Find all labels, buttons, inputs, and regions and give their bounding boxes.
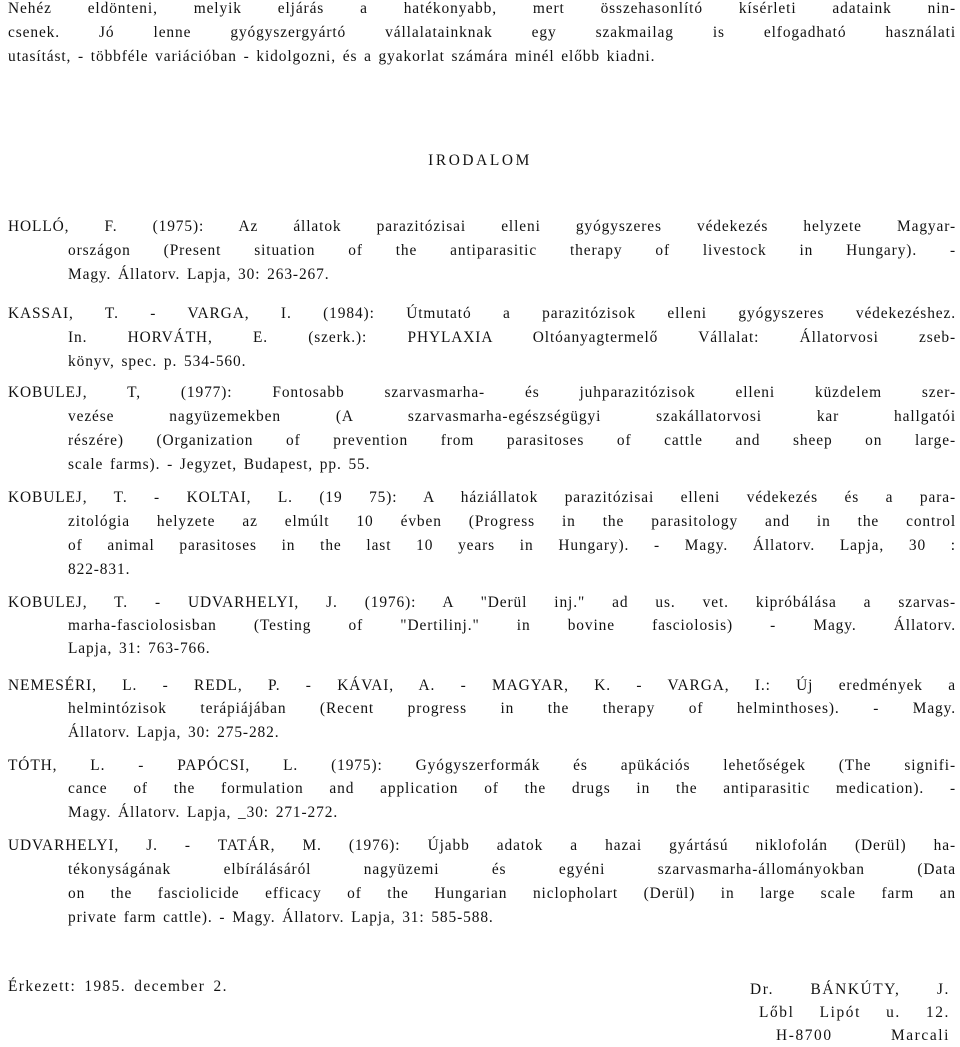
reference-line: Magy. Állatorv. Lapja, 30: 263-267.	[68, 266, 330, 283]
reference-line: of animal parasitoses in the last 10 years in Hungary). - Magy. Állatorv. Lapja, 30 :	[68, 537, 956, 554]
section-title: IRODALOM	[428, 152, 532, 169]
reference-line: TÓTH, L. - PAPÓCSI, L. (1975): Gyógyszerformák és apükációs lehetőségek (The signifi-	[8, 757, 956, 774]
reference-line: 822-831.	[68, 561, 131, 578]
reference-line: KOBULEJ, T. - UDVARHELYI, J. (1976): A "Derül inj." ad us. vet. kipróbálása a szarvas-	[8, 594, 956, 611]
reference-line: részére) (Organization of prevention from parasitoses of cattle and sheep on large-	[68, 432, 956, 449]
intro-line-1: Nehéz eldönteni, melyik eljárás a hatékonyabb, mert összehasonlító kísérleti adataink nin-	[8, 0, 956, 17]
author-city: H-8700 Marcali	[776, 1027, 950, 1044]
reference-line: marha-fasciolosisban (Testing of "Dertilinj." in bovine fasciolosis) - Magy. Állatorv.	[68, 617, 956, 634]
reference-line: országon (Present situation of the antiparasitic therapy of livestock in Hungary). -	[68, 242, 956, 259]
reference-line: on the fasciolicide efficacy of the Hungarian niclopholart (Derül) in large scale farm an	[68, 885, 956, 902]
reference-line: tékonyságának elbírálásáról nagyüzemi és egyéni szarvasmarha-állományokban (Data	[68, 861, 956, 878]
reference-line: KASSAI, T. - VARGA, I. (1984): Útmutató a parazitózisok elleni gyógyszeres védekezéshez.	[8, 305, 956, 322]
received-date: Érkezett: 1985. december 2.	[8, 978, 228, 995]
intro-line-2: csenek. Jó lenne gyógyszergyártó vállalatainknak egy szakmailag is elfogadható használati	[8, 24, 956, 41]
reference-line: In. HORVÁTH, E. (szerk.): PHYLAXIA Oltóanyagtermelő Vállalat: Állatorvosi zseb-	[68, 329, 956, 346]
reference-line: Állatorv. Lapja, 30: 275-282.	[68, 724, 280, 741]
reference-line: UDVARHELYI, J. - TATÁR, M. (1976): Újabb adatok a hazai gyártású niklofolán (Derül) ha-	[8, 837, 956, 854]
reference-line: könyv, spec. p. 534-560.	[68, 353, 247, 370]
reference-line: KOBULEJ, T. - KOLTAI, L. (19 75): A háziállatok parazitózisai elleni védekezés és a para-	[8, 489, 956, 506]
reference-line: Magy. Állatorv. Lapja, _30: 271-272.	[68, 804, 339, 821]
author-name: Dr. BÁNKÚTY, J.	[750, 981, 950, 998]
author-street: Lőbl Lipót u. 12.	[759, 1004, 950, 1021]
intro-line-3: utasítást, - többféle variációban - kidolgozni, és a gyakorlat számára minél előbb kiadni.	[8, 48, 656, 65]
reference-line: helmintózisok terápiájában (Recent progress in the therapy of helminthoses). - Magy.	[68, 700, 956, 717]
reference-line: cance of the formulation and application of the drugs in the antiparasitic medication). -	[68, 780, 956, 797]
reference-line: KOBULEJ, T, (1977): Fontosabb szarvasmarha- és juhparazitózisok elleni küzdelem szer-	[8, 384, 956, 401]
reference-line: scale farms). - Jegyzet, Budapest, pp. 55.	[68, 456, 371, 473]
author-address	[750, 978, 950, 1047]
reference-line: Lapja, 31: 763-766.	[68, 640, 211, 657]
reference-line: HOLLÓ, F. (1975): Az állatok parazitózisai elleni gyógyszeres védekezés helyzete Magyar-	[8, 218, 956, 235]
reference-line: NEMESÉRI, L. - REDL, P. - KÁVAI, A. - MAGYAR, K. - VARGA, I.: Új eredmények a	[8, 677, 956, 694]
reference-line: vezése nagyüzemekben (A szarvasmarha-egészségügyi szakállatorvosi kar hallgatói	[68, 408, 956, 425]
reference-line: private farm cattle). - Magy. Állatorv. Lapja, 31: 585-588.	[68, 909, 494, 926]
reference-line: zitológia helyzete az elmúlt 10 évben (Progress in the parasitology and in the control	[68, 513, 956, 530]
